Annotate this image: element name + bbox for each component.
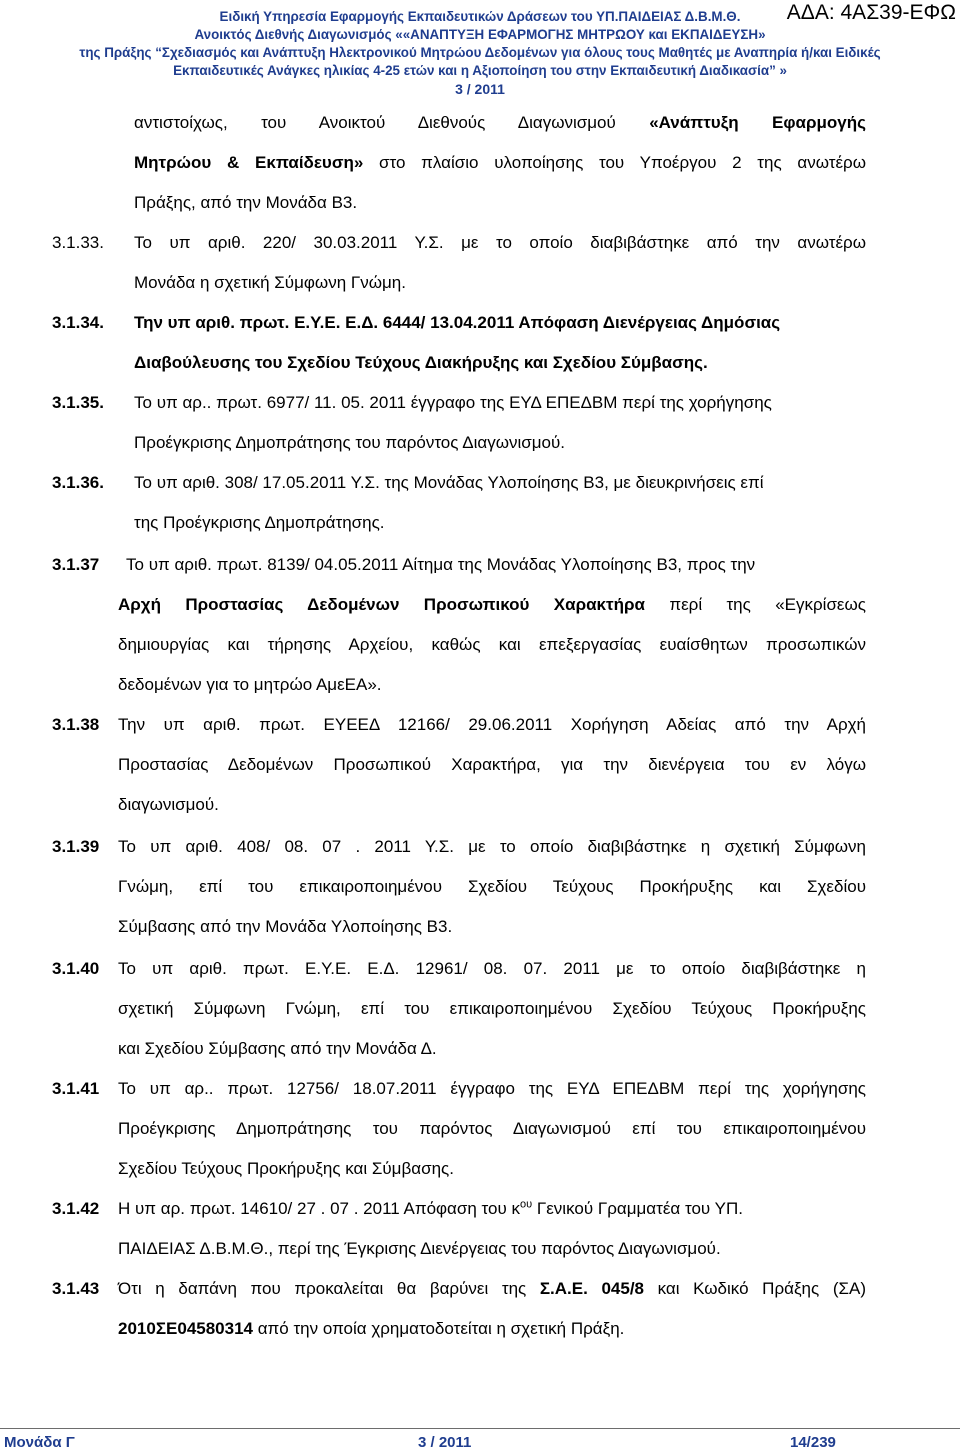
item-38-line-3: διαγωνισμού.	[118, 795, 219, 814]
header-tender-number: 3 / 2011	[455, 81, 505, 97]
item-number-34: 3.1.34.	[52, 313, 104, 332]
item-33-line-2: Μονάδα η σχετική Σύμφωνη Γνώμη.	[134, 273, 406, 292]
ada-code: ΑΔΑ: 4ΑΣ39-ΕΦΩ	[786, 1, 956, 24]
item-number-35: 3.1.35.	[52, 393, 104, 412]
item-number-33: 3.1.33.	[52, 233, 104, 252]
header-agency: Ειδική Υπηρεσία Εφαρμογής Εκπαιδευτικών Δράσεων του ΥΠ.ΠΑΙΔΕΙΑΣ Δ.Β.Μ.Θ.	[219, 9, 741, 24]
item-33-line-1: Το υπ αριθ. 220/ 30.03.2011 Υ.Σ. με το οποίο διαβιβάστηκε από την ανωτέρω	[134, 233, 866, 252]
footer-unit: Μονάδα Γ	[4, 1434, 75, 1451]
item-43-line-1: Ότι η δαπάνη που προκαλείται θα βαρύνει της Σ.Α.Ε. 045/8 και Κωδικό Πράξης (ΣΑ)	[118, 1279, 866, 1298]
item-number-40: 3.1.40	[52, 959, 100, 978]
item-number-36: 3.1.36.	[52, 473, 104, 492]
footer-page-number: 14/239	[790, 1434, 836, 1451]
item-number-43: 3.1.43	[52, 1279, 100, 1298]
item-number-38: 3.1.38	[52, 715, 100, 734]
item-38-line-2: Προστασίας Δεδομένων Προσωπικού Χαρακτήρα, για την διενέργεια του εν λόγω	[118, 755, 866, 774]
item-42-line-2: ΠΑΙΔΕΙΑΣ Δ.Β.Μ.Θ., περί της Έγκρισης Διενέργειας του παρόντος Διαγωνισμού.	[118, 1239, 721, 1258]
item-42-line-1: Η υπ αρ. πρωτ. 14610/ 27 . 07 . 2011 Απόφαση του $\kappa^{o\upsilon}$ Γενικού Γραμματέα του ΥΠ.	[118, 1198, 743, 1218]
item-37-line-4: δεδομένων για το μητρώο ΑμεΕΑ».	[118, 675, 382, 694]
item-40-line-3: και Σχεδίου Σύμβασης από την Μονάδα Δ.	[118, 1039, 437, 1058]
item-41-line-2: Προέγκρισης Δημοπράτησης του παρόντος Διαγωνισμού επί του επικαιροποιημένου	[118, 1119, 866, 1138]
intro-line-2: Μητρώου & Εκπαίδευση» στο πλαίσιο υλοποίησης του Υποέργου 2 της ανωτέρω	[134, 153, 866, 172]
item-36-line-1: Το υπ αριθ. 308/ 17.05.2011 Υ.Σ. της Μονάδας Υλοποίησης Β3, με διευκρινήσεις επί	[134, 473, 764, 492]
item-34-line-1: Την υπ αριθ. πρωτ. Ε.Υ.Ε. Ε.Δ. 6444/ 13.04.2011 Απόφαση Διενέργειας Δημόσιας	[134, 313, 781, 332]
item-37-line-3: δημιουργίας και τήρησης Αρχείου, καθώς και επεξεργασίας ευαίσθητων προσωπικών	[118, 635, 866, 654]
footer-tender-number: 3 / 2011	[418, 1434, 472, 1451]
item-36-line-2: της Προέγκρισης Δημοπράτησης.	[134, 513, 385, 532]
item-number-41: 3.1.41	[52, 1079, 100, 1098]
item-39-line-1: Το υπ αριθ. 408/ 08. 07 . 2011 Υ.Σ. με το οποίο διαβιβάστηκε η σχετική Σύμφωνη	[118, 837, 866, 856]
item-37-line-2: Αρχή Προστασίας Δεδομένων Προσωπικού Χαρακτήρα περί της «Εγκρίσεως	[118, 595, 866, 614]
item-40-line-1: Το υπ αριθ. πρωτ. Ε.Υ.Ε. Ε.Δ. 12961/ 08. 07. 2011 με το οποίο διαβιβάστηκε η	[118, 959, 866, 978]
item-40-line-2: σχετική Σύμφωνη Γνώμη, επί του επικαιροποιημένου Σχεδίου Τεύχους Προκήρυξης	[118, 999, 866, 1018]
intro-line-3: Πράξης, από την Μονάδα Β3.	[134, 193, 358, 212]
item-number-37: 3.1.37	[52, 555, 100, 574]
item-39-line-3: Σύμβασης από την Μονάδα Υλοποίησης Β3.	[118, 917, 453, 936]
item-41-line-3: Σχεδίου Τεύχους Προκήρυξης και Σύμβασης.	[118, 1159, 454, 1178]
header-tender: Ανοικτός Διεθνής Διαγωνισμός ««ΑΝΑΠΤΥΞΗ ΕΦΑΡΜΟΓΗΣ ΜΗΤΡΩΟΥ και ΕΚΠΑΙΔΕΥΣΗ»	[194, 27, 766, 42]
page-footer	[0, 1428, 960, 1453]
item-34-line-2: Διαβούλευσης του Σχεδίου Τεύχους Διακήρυξης και Σχεδίου Σύμβασης.	[134, 353, 708, 372]
item-35-line-1: Το υπ αρ.. πρωτ. 6977/ 11. 05. 2011 έγγραφο της ΕΥΔ ΕΠΕΔΒΜ περί της χορήγησης	[134, 393, 772, 412]
header-project-2: Εκπαιδευτικές Ανάγκες ηλικίας 4-25 ετών και η Αξιοποίηση του στην Εκπαιδευτική Διαδικασία” »	[173, 63, 787, 78]
superscript-ou: ου	[520, 1198, 533, 1211]
item-number-39: 3.1.39	[52, 837, 100, 856]
item-39-line-2: Γνώμη, επί του επικαιροποιημένου Σχεδίου Τεύχους Προκήρυξης και Σχεδίου	[118, 877, 866, 896]
item-38-line-1: Την υπ αριθ. πρωτ. ΕΥΕΕΔ 12166/ 29.06.2011 Χορήγηση Αδείας από την Αρχή	[118, 715, 866, 734]
intro-line-1: αντιστοίχως, του Ανοικτού Διεθνούς Διαγωνισμού «Ανάπτυξη Εφαρμογής	[134, 113, 866, 132]
item-43-line-2: 2010ΣΕ04580314 από την οποία χρηματοδοτείται η σχετική Πράξη.	[118, 1319, 625, 1338]
item-35-line-2: Προέγκρισης Δημοπράτησης του παρόντος Διαγωνισμού.	[134, 433, 566, 452]
item-41-line-1: Το υπ αρ.. πρωτ. 12756/ 18.07.2011 έγγραφο της ΕΥΔ ΕΠΕΔΒΜ περί της χορήγησης	[118, 1079, 866, 1098]
item-number-42: 3.1.42	[52, 1199, 100, 1218]
header-project-1: της Πράξης “Σχεδιασμός και Ανάπτυξη Ηλεκτρονικού Μητρώου Δεδομένων για όλους τους Μαθητές με Αναπηρία ή/και Ειδικές	[79, 45, 881, 60]
item-37-line-1: Το υπ αριθ. πρωτ. 8139/ 04.05.2011 Αίτημα της Μονάδας Υλοποίησης Β3, προς την	[126, 555, 756, 574]
